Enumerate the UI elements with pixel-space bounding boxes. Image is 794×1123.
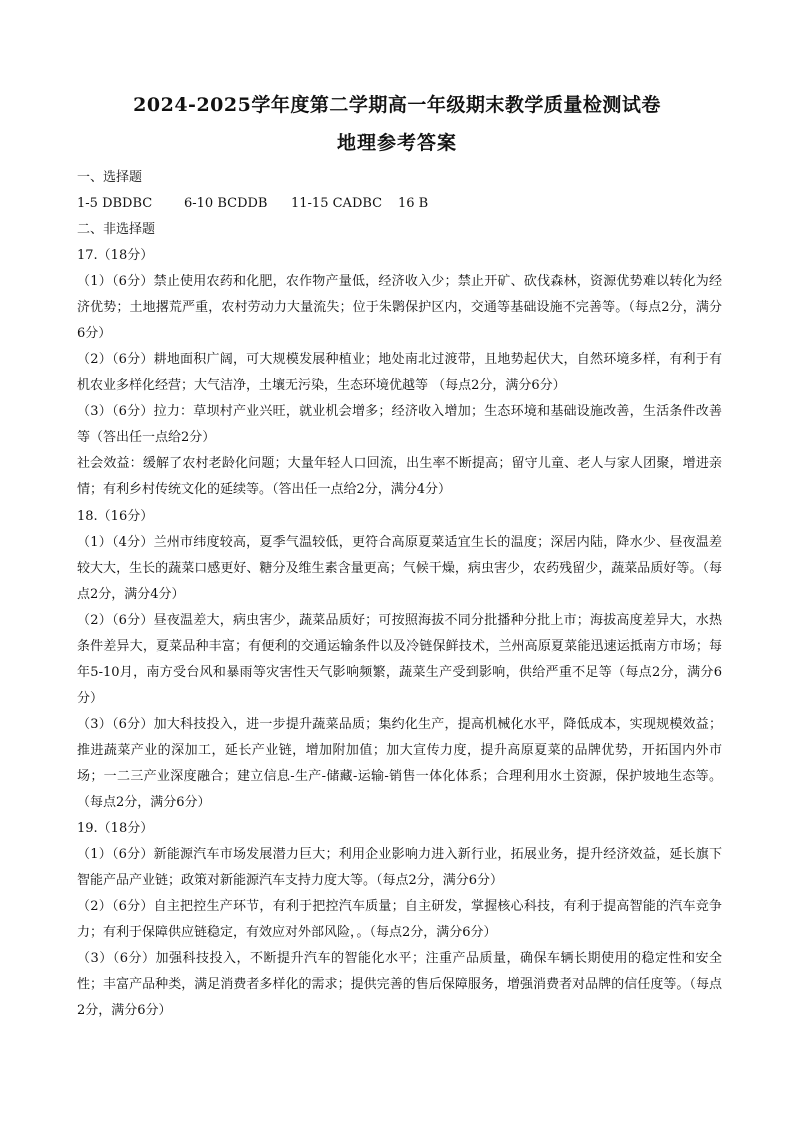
- answer-paragraph: （1）（6分）新能源汽车市场发展潜力巨大；利用企业影响力进入新行业，拓展业务，提升经济效益，延长旗下智能产品产业链；政策对新能源汽车支持力度大等。（每点2分，满分6分）: [77, 847, 722, 888]
- answer-paragraph: （1）（6分）禁止使用农药和化肥，农作物产量低，经济收入少；禁止开矿、砍伐森林，资源优势难以转化为经济优势；土地撂荒严重，农村劳动力大量流失；位于朱鹮保护区内，交通等基础设施不完善等。（每点2分，满分6分）: [77, 274, 722, 341]
- answer-paragraph: （2）（6分）耕地面积广阔，可大规模发展种植业；地处南北过渡带，且地势起伏大，自然环境多样，有利于有机农业多样化经营；大气洁净，土壤无污染，生态环境优越等 （每点2分，满分6分）: [77, 352, 722, 393]
- question-heading-18: 18.（16分）: [77, 509, 154, 524]
- section-heading-choice: 一、选择题: [77, 170, 143, 185]
- choice-answer-group: 6-10 BCDDB: [184, 196, 268, 211]
- answer-paragraph: 社会效益：缓解了农村老龄化问题；大量年轻人口回流，出生率不断提高；留守儿童、老人与家人团聚，增进亲情；有利乡村传统文化的延续等。（答出任一点给2分，满分4分）: [77, 456, 722, 497]
- answer-paragraph: （3）（6分）加强科技投入，不断提升汽车的智能化水平；注重产品质量，确保车辆长期使用的稳定性和安全性；丰富产品种类，满足消费者多样化的需求；提供完善的售后保障服务，增强消费者对品牌的信任度等。（每点2分，满分6分）: [77, 951, 722, 1018]
- choice-answers-row: [77, 191, 722, 217]
- page-subtitle: 地理参考答案: [336, 132, 457, 154]
- question-heading-17: 17.（18分）: [77, 248, 154, 263]
- answer-paragraph: （2）（6分）昼夜温差大，病虫害少，蔬菜品质好；可按照海拔不同分批播种分批上市；海拔高度差异大，水热条件差异大，夏菜品种丰富；有便利的交通运输条件以及冷链保鲜技术，兰州高原夏菜能迅速运抵南方市场；每年5-10月，南方受台风和暴雨等灾害性天气影响频繁，蔬菜生产受到影响，供给严重不足等（每点2分，满分6分）: [77, 613, 722, 706]
- answer-content: [77, 165, 722, 1024]
- answer-paragraph: （2）（6分）自主把控生产环节，有利于把控汽车质量；自主研发，掌握核心科技，有利于提高智能的汽车竞争力；有利于保障供应链稳定，有效应对外部风险，。（每点2分，满分6分）: [77, 899, 722, 940]
- section-heading-nonchoice: 二、非选择题: [77, 222, 156, 237]
- choice-answer-group: 16 B: [398, 196, 429, 211]
- answer-paragraph: （3）（6分）拉力：草坝村产业兴旺，就业机会增多；经济收入增加；生态环境和基础设施改善，生活条件改善等（答出任一点给2分）: [77, 404, 722, 445]
- choice-answer-group: 11-15 CADBC: [291, 196, 383, 211]
- answer-paragraph: （1）（4分）兰州市纬度较高，夏季气温较低，更符合高原夏菜适宜生长的温度；深居内陆，降水少、昼夜温差较大大，生长的蔬菜口感更好、糖分及维生素含量更高；气候干燥，病虫害少，农药残留少，蔬菜品质好等。（每点2分，满分4分）: [77, 535, 722, 602]
- answer-paragraph: （3）（6分）加大科技投入，进一步提升蔬菜品质；集约化生产，提高机械化水平，降低成本，实现规模效益；推进蔬菜产业的深加工，延长产业链，增加附加值；加大宣传力度，提升高原夏菜的品牌优势，开拓国内外市场；一二三产业深度融合；建立信息-生产-储藏-运输-销售一体化体系；合理利用水土资源，保护坡地生态等。（每点2分，满分6分）: [77, 717, 722, 810]
- question-heading-19: 19.（18分）: [77, 821, 154, 836]
- choice-answer-group: 1-5 DBDBC: [77, 196, 153, 211]
- page-title: 2024-2025学年度第二学期高一年级期末教学质量检测试卷: [133, 94, 661, 116]
